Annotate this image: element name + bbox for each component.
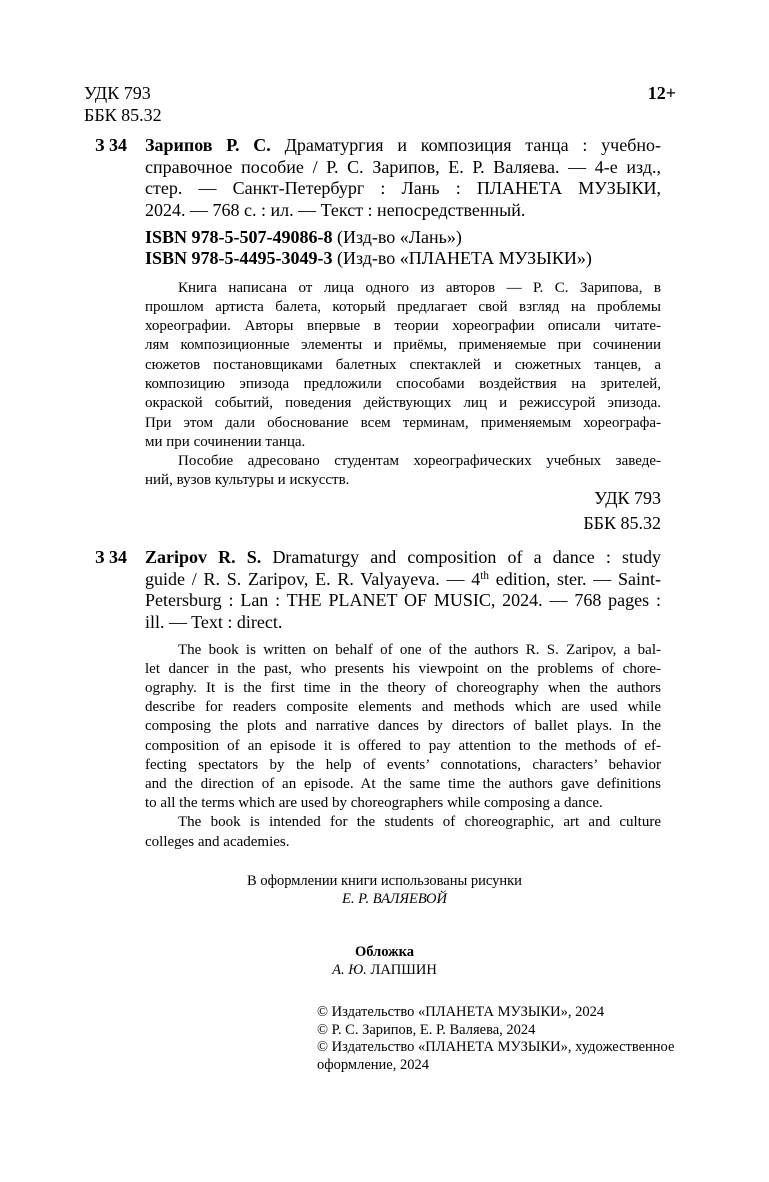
author-sign: З 34 — [95, 547, 128, 567]
annotation-line: fecting spectators by the help of events’ connotations, characters’ behavior — [145, 756, 661, 773]
bbk-code: ББК 85.32 — [84, 105, 162, 125]
description-line: Зарипов Р. С. Драматургия и композиция танца : учебно- — [145, 135, 662, 155]
udk-code: УДК 793 — [84, 83, 151, 103]
annotation-line: Книга написана от лица одного из авторов — Р. С. Зарипова, в — [178, 279, 661, 296]
copyright-line: © Р. С. Зарипов, Е. Р. Валяева, 2024 — [317, 1021, 536, 1038]
description-line: ill. — Text : direct. — [145, 612, 283, 633]
annotation-line: describe for readers composite elements and methods which are used while — [145, 699, 661, 716]
udk-code: УДК 793 — [594, 488, 661, 508]
author-name: Зарипов Р. С. — [145, 135, 271, 155]
description-line: справочное пособие / Р. С. Зарипов, Е. Р. Валяева. — 4-е изд., — [145, 156, 661, 177]
annotation-line: and the direction of an episode. At the same time the authors gave definitions — [145, 775, 661, 792]
annotation-line: colleges and academies. — [145, 833, 290, 850]
annotation-line: composition of an episode it is offered to pay attention to the methods of ef- — [145, 737, 661, 754]
annotation-line: The book is written on behalf of one of the authors R. S. Zaripov, a bal- — [178, 641, 661, 658]
description-line: Zaripov R. S. Dramaturgy and composition of a dance : study — [145, 547, 661, 567]
copyright-line: © Издательство «ПЛАНЕТА МУЗЫКИ», 2024 — [317, 1004, 605, 1020]
annotation-line: composing the plots and narrative dances by directors of ballet plays. In the — [145, 718, 661, 735]
annotation-line: лям композиционные элементы и приёмы, применяемые при сочинении — [145, 337, 661, 354]
english-bibliographic-record — [95, 547, 662, 634]
illustrator-name: Е. Р. ВАЛЯЕВОЙ — [342, 890, 447, 907]
illustrations-label: В оформлении книги использованы рисунки — [247, 873, 522, 889]
annotation-paragraph — [145, 813, 661, 851]
annotation-line: let dancer in the past, who presents his viewpoint on the problems of chore- — [145, 660, 661, 677]
russian-bibliographic-record — [95, 135, 662, 222]
isbn-number: ISBN 978-5-507-49086-8 — [145, 227, 333, 247]
isbn-publisher: (Изд-во «ПЛАНЕТА МУЗЫКИ») — [337, 248, 592, 269]
author-name: Zaripov R. S. — [145, 547, 262, 567]
isbn-number: ISBN 978-5-4495-3049-3 — [145, 248, 333, 269]
isbn-publisher: (Изд-во «Лань») — [337, 227, 462, 247]
cover-designer-initials: А. Ю. — [332, 962, 367, 978]
isbn-line — [145, 248, 661, 269]
russian-index-codes — [145, 486, 661, 535]
annotation-paragraph — [145, 452, 661, 491]
isbn-list — [145, 227, 661, 270]
description-line: 2024. — 768 с. : ил. — Текст : непосредственный. — [145, 200, 526, 221]
illustrations-credit — [0, 873, 769, 908]
annotation-paragraph — [145, 279, 661, 453]
cover-designer-surname: ЛАПШИН — [370, 962, 437, 978]
annotation-line: сюжетов постановщиками балетных спектаклей и сюжетных танцев, а — [145, 356, 661, 373]
description-line: guide / R. S. Zaripov, E. R. Valyayeva. — 4th edition, ster. — Saint- — [145, 568, 662, 589]
bbk-code: ББК 85.32 — [583, 512, 661, 533]
annotation-line: ний, вузов культуры и искусств. — [145, 472, 350, 489]
copyright-line: © Издательство «ПЛАНЕТА МУЗЫКИ», художественное — [317, 1039, 675, 1056]
annotation-paragraph — [145, 641, 661, 814]
superscript-text: th — [480, 569, 489, 582]
annotation-line: окраской событий, поведения действующих лиц и режиссурой эпизода. — [145, 395, 661, 412]
isbn-line — [145, 227, 661, 248]
annotation-line: ми при сочинении танца. — [145, 433, 306, 450]
cover-credit — [0, 943, 769, 979]
annotation-line: The book is intended for the students of choreographic, art and culture — [178, 814, 661, 831]
catalog-header — [84, 82, 676, 126]
annotation-line: При этом дали обоснование всем терминам, применяемым хореографа- — [145, 414, 661, 431]
age-rating: 12+ — [647, 83, 676, 103]
annotation-line: ography. It is the first time in the theory of choreography when the authors — [145, 679, 661, 696]
copyright-line: оформление, 2024 — [317, 1057, 429, 1074]
russian-annotation — [145, 279, 661, 491]
annotation-line: композицию эпизода предложили способами воздействия на зрителей, — [145, 375, 661, 392]
author-sign: З 34 — [95, 135, 128, 155]
copyright-notices — [317, 1004, 674, 1075]
annotation-line: to all the terms which are used by choreographers while composing a dance. — [145, 795, 603, 812]
annotation-line: хореографии. Авторы впервые в теории хореографии описали читате- — [145, 318, 661, 335]
record-description — [145, 135, 661, 222]
description-line: стер. — Санкт-Петербург : Лань : ПЛАНЕТА МУЗЫКИ, — [145, 178, 661, 199]
record-description — [145, 547, 661, 634]
english-annotation — [145, 641, 661, 852]
annotation-line: Пособие адресовано студентам хореографических учебных заведе- — [178, 453, 661, 470]
annotation-line: прошлом артиста балета, который предлагает свой взгляд на проблемы — [145, 298, 661, 315]
cover-designer — [0, 961, 769, 979]
description-line: Petersburg : Lan : THE PLANET OF MUSIC, 2024. — 768 pages : — [145, 590, 661, 611]
cover-label: Обложка — [354, 944, 415, 960]
